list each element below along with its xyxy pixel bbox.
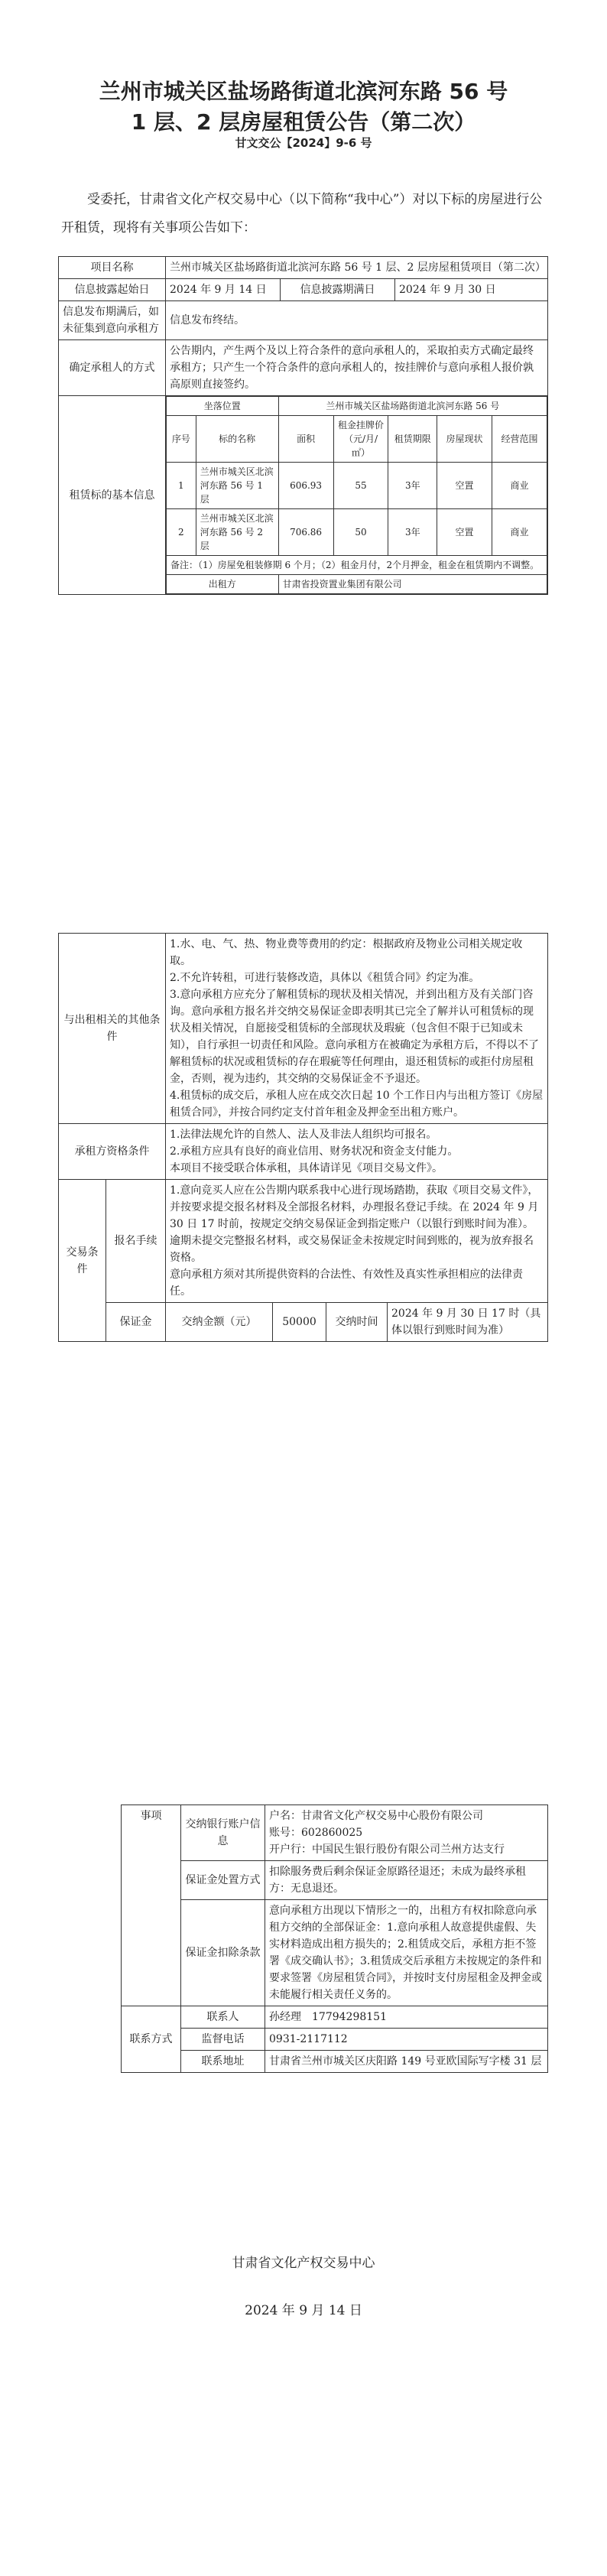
signup-label: 报名手续 [106,1180,166,1303]
intro-paragraph: 受委托，甘肃省文化产权交易中心（以下简称“我中心”）对以下标的房屋进行公开租赁，现将有关事项公告如下： [61,192,543,236]
col-scope: 经营范围 [492,416,547,463]
lessor-label: 出租方 [167,575,279,594]
deposit-time-label: 交纳时间 [326,1303,388,1342]
supervise-value: 0931-2117112 [265,2029,548,2051]
trade-conditions-label: 交易条件 [59,1180,106,1342]
other-conditions-value: 1.水、电、气、热、物业费等费用的约定：根据政府及物业公司相关规定收取。 2.不允许转租，可进行装修改造，具体以《租赁合同》约定为准。 3.意向承租方应充分了解租赁标的现状及相关情况，并到出租方及有关部门咨询。意向承租方报名并交纳交易保证金即表明其已完全了解并认可租赁标的现状及相关情况，自愿接受租赁标的全部现状及瑕疵（包含但不限于已知或未知），自行承担一切责任和风险。意向承租方在被确定为承租方后，不得以不了解租赁标的状况或租赁标的存在瑕疵等任何理由，退还租赁标的或拒付房屋租金，否则，视为违约，其交纳的交易保证金不予退还。 4.租赁标的成交后，承租人应在成交次日起 10 个工作日内与出租方签订《房屋租赁合同》，并按合同约定支付首年租金及押金至出租方账户。 [166,934,548,1124]
basic-info-label: 租赁标的基本信息 [59,396,166,595]
expire-label: 信息发布期满后，如未征集到意向承租方 [59,301,166,340]
row-area: 706.86 [278,509,333,556]
qualification-value: 1.法律法规允许的自然人、法人及非法人组织均可报名。 2.承租方应具有良好的商业信用、财务状况和资金支付能力。 本项目不接受联合体承租，具体请详见《项目交易文件》。 [166,1124,548,1180]
bank-value: 户名：甘肃省文化产权交易中心股份有限公司 账号：602860025 开户行：中国民生银行股份有限公司兰州方达支行 [265,1805,548,1861]
method-value: 公告期内，产生两个及以上符合条件的意向承租人的，采取拍卖方式确定最终承租方；只产生一个符合条件的意向承租人的，按挂牌价与意向承租人报价孰高原则直接签约。 [166,340,548,396]
row-period: 3年 [388,463,437,509]
supervise-label: 监督电话 [181,2029,265,2051]
row-name: 兰州市城关区北滨河东路 56 号 2 层 [196,509,278,556]
location-value: 兰州市城关区盐场路街道北滨河东路 56 号 [278,397,547,416]
other-conditions-label: 与出租相关的其他条件 [59,934,166,1124]
deposit-amount-label: 交纳金额（元） [166,1303,273,1342]
announcement-table-part3 [121,1804,548,2073]
end-date-label: 信息披露期满日 [281,279,395,301]
row-no: 2 [167,509,196,556]
document-number: 甘文交公【2024】9-6 号 [235,136,372,150]
rental-items-table [166,396,547,594]
title-line-2: 1 层、2 层房屋租赁公告（第二次） [131,109,476,135]
project-name-value: 兰州市城关区盐场路街道北滨河东路 56 号 1 层、2 层房屋租赁项目（第二次） [166,257,548,279]
expire-value: 信息发布终结。 [166,301,548,340]
start-date-value: 2024 年 9 月 14 日 [166,279,281,301]
address-label: 联系地址 [181,2051,265,2073]
end-date-value: 2024 年 9 月 30 日 [395,279,548,301]
row-price: 55 [333,463,388,509]
handle-value: 扣除服务费后剩余保证金原路径退还；未成为最终承租方：无息退还。 [265,1861,548,1900]
announcement-table-part2 [58,933,548,1342]
lessor-value: 甘肃省投资置业集团有限公司 [278,575,547,594]
row-name: 兰州市城关区北滨河东路 56 号 1 层 [196,463,278,509]
matters-label: 事项 [122,1805,181,2006]
remark: 备注：（1）房屋免租装修期 6 个月；（2）租金月付，2个月押金，租金在租赁期内不调整。 [167,556,547,575]
col-status: 房屋现状 [437,416,492,463]
col-no: 序号 [167,416,196,463]
row-scope: 商业 [492,463,547,509]
col-price: 租金挂牌价（元/月/㎡） [333,416,388,463]
method-label: 确定承租人的方式 [59,340,166,396]
signup-value: 1.意向竞买人应在公告期内联系我中心进行现场踏勘，获取《项目交易文件》，并按要求提交报名材料及全部报名材料，办理报名登记手续。在 2024 年 9 月 30 日 17 时前，按规定交纳交易保证金到指定账户（以银行到账时间为准）。逾期未提交完整报名材料，或交易保证金未按规定时间到账的，视为放弃报名资格。 意向承租方须对其所提供资料的合法性、有效性及真实性承担相应的法律责任。 [166,1180,548,1303]
deposit-amount: 50000 [273,1303,326,1342]
project-name-label: 项目名称 [59,257,166,279]
handle-label: 保证金处置方式 [181,1861,265,1900]
contact-person-value: 孙经理 17794298151 [265,2006,548,2029]
col-area: 面积 [278,416,333,463]
page-title [0,76,607,138]
row-period: 3年 [388,509,437,556]
row-area: 606.93 [278,463,333,509]
footer-organization: 甘肃省文化产权交易中心 [232,2256,375,2271]
deposit-time: 2024 年 9 月 30 日 17 时（具体以银行到账时间为准） [388,1303,548,1342]
address-value: 甘肃省兰州市城关区庆阳路 149 号亚欧国际写字楼 31 层 [265,2051,548,2073]
qualification-label: 承租方资格条件 [59,1124,166,1180]
table-row [167,509,547,556]
deposit-label: 保证金 [106,1303,166,1342]
row-no: 1 [167,463,196,509]
row-price: 50 [333,509,388,556]
title-line-1: 兰州市城关区盐场路街道北滨河东路 56 号 [99,79,508,104]
row-scope: 商业 [492,509,547,556]
basic-info-cell [166,396,548,595]
col-name: 标的名称 [196,416,278,463]
contact-label: 联系方式 [122,2006,181,2073]
footer-date: 2024 年 9 月 14 日 [245,2303,362,2318]
location-label: 坐落位置 [167,397,279,416]
announcement-table-part1 [58,256,548,595]
row-status: 空置 [437,509,492,556]
forfeit-label: 保证金扣除条款 [181,1900,265,2006]
forfeit-value: 意向承租方出现以下情形之一的，出租方有权扣除意向承租方交纳的全部保证金：1.意向承租人故意提供虚假、失实材料造成出租方损失的；2.租赁成交后，承租方拒不签署《成交确认书》；3.租赁成交后承租方未按规定的条件和要求签署《房屋租赁合同》，并按时支付房屋租金及押金或未能履行相关责任义务的。 [265,1900,548,2006]
col-period: 租赁期限 [388,416,437,463]
table-row [167,463,547,509]
bank-label: 交纳银行账户信息 [181,1805,265,1861]
contact-person-label: 联系人 [181,2006,265,2029]
start-date-label: 信息披露起始日 [59,279,166,301]
row-status: 空置 [437,463,492,509]
